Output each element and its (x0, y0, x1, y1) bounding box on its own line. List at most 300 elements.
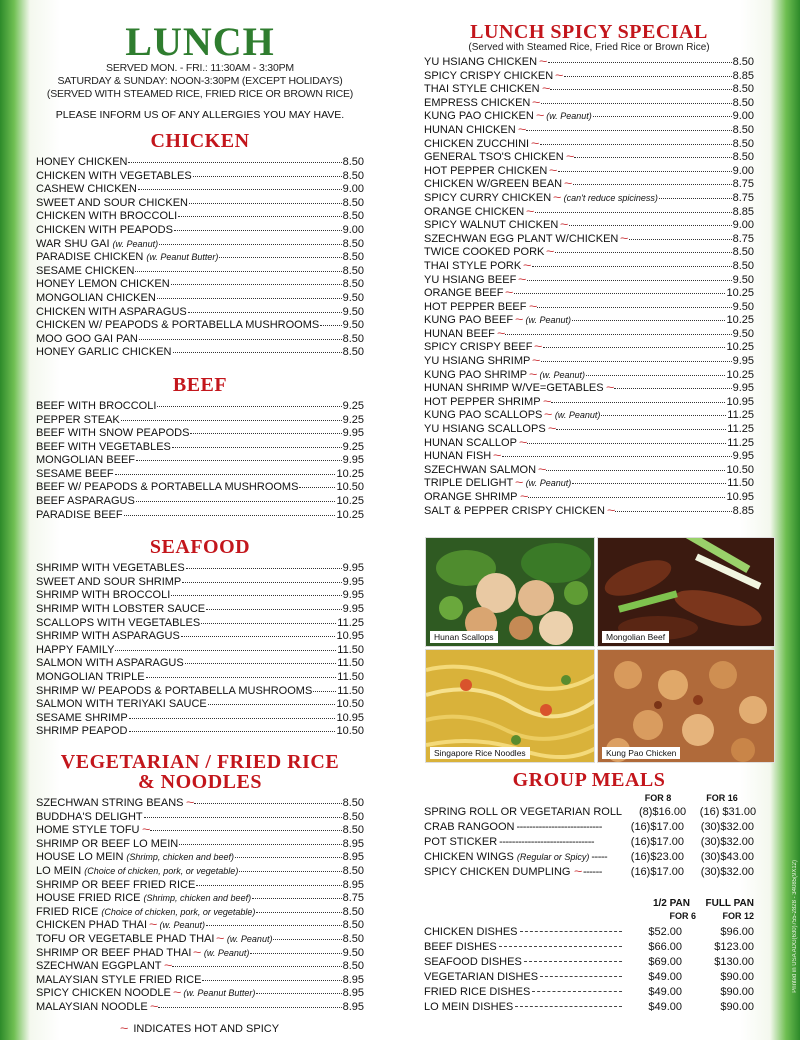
item-name: MOO GOO GAI PAN (36, 332, 138, 345)
served-line-weekend: SATURDAY & SUNDAY: NOON-3:30PM (EXCEPT HOLIDAYS) (57, 75, 343, 87)
photo-caption: Mongolian Beef (602, 631, 669, 643)
hot-pepper-icon: ~ (534, 341, 543, 354)
item-name: YU HSIANG SCALLOPS (424, 423, 546, 436)
item-note: (Shrimp, chicken and beef) (143, 893, 252, 904)
dot-leader (572, 476, 726, 484)
item-name: BEEF WITH SNOW PEAPODS (36, 427, 190, 440)
item-price: 8.50 (342, 196, 364, 209)
item-name: LO MEIN DISHES (424, 1001, 514, 1013)
item-name: CHICKEN PHAD THAI (36, 919, 148, 932)
menu-item-hunan-shrimp-w-ve-getables (424, 381, 754, 395)
item-name: MALAYSIAN STYLE FRIED RICE (36, 973, 202, 986)
price-for-16: (30)$43.00 (700, 851, 754, 863)
dot-leader (239, 864, 341, 872)
menu-item-orange-beef (424, 286, 754, 300)
item-note: (Regular or Spicy) (516, 852, 590, 862)
pan-item-seafood-dishes (424, 955, 754, 970)
item-price: 10.25 (336, 467, 364, 480)
menu-item-empress-chicken (424, 96, 754, 110)
price-for-16: (30)$32.00 (700, 836, 754, 848)
hot-pepper-icon: ~ (573, 866, 582, 878)
menu-item-hot-pepper-beef (424, 300, 754, 314)
menu-item-mongolian-triple (36, 670, 364, 684)
section-title: BEEF (172, 373, 228, 396)
right-column (424, 0, 754, 517)
item-name: SHRIMP WITH BROCCOLI (36, 589, 171, 602)
item-name: SESAME SHRIMP (36, 711, 128, 724)
dot-leader (540, 137, 732, 145)
item-note: (w. Peanut) (546, 111, 592, 122)
group-meals-list (424, 805, 757, 880)
pan-item-vegetarian-dishes (424, 970, 754, 985)
dot-leader (546, 463, 725, 471)
section-title: CHICKEN (150, 130, 250, 152)
item-price: 8.95 (342, 973, 364, 986)
dot-leader (115, 643, 336, 651)
served-hours (36, 62, 364, 101)
menu-item-lo-mein (36, 864, 364, 878)
item-price: 9.50 (732, 327, 754, 340)
dot-leader (614, 381, 732, 389)
dot-leader (505, 327, 731, 335)
item-note: (Choice of chicken, pork, or vegetable) (101, 906, 256, 917)
item-price: 10.95 (336, 711, 364, 724)
item-name: HOUSE FRIED RICE (36, 892, 141, 905)
pan-item-fried-rice-dishes (424, 985, 754, 1000)
hot-pepper-icon: ~ (606, 504, 616, 517)
menu-item-szechwan-eggplant (36, 959, 364, 973)
item-price: 9.95 (732, 355, 754, 368)
item-note: (w. Peanut Butter) (146, 252, 219, 263)
dot-leader (564, 69, 732, 77)
dot-leader (601, 408, 726, 416)
menu-item-chicken-with-vegetables (36, 169, 364, 183)
menu-item-general-tso-s-chicken (424, 150, 754, 164)
item-name: SALMON WITH ASPARAGUS (36, 657, 184, 670)
hot-pepper-icon: ~ (496, 327, 506, 340)
menu-item-spicy-walnut-chicken (424, 218, 754, 232)
item-name: THAI STYLE PORK (424, 259, 522, 272)
item-price: 9.00 (342, 223, 364, 236)
spicy-special-subtitle: (Served with Steamed Rice, Fried Rice or Brown Rice) (468, 42, 710, 53)
menu-item-sweet-and-sour-shrimp (36, 575, 364, 589)
section-title: VEGETARIAN / FRIED RICE (60, 750, 340, 773)
group-meals-header (424, 793, 754, 805)
item-name: PEPPER STEAK (36, 413, 120, 426)
item-price: 9.50 (342, 319, 364, 332)
hot-pepper-icon: ~ (193, 946, 202, 959)
hot-pepper-icon: ~ (523, 259, 532, 272)
item-name: CHICKEN W/ PEAPODS & PORTABELLA MUSHROOMS (36, 319, 320, 332)
price-for-8: (16)$17.00 (630, 821, 684, 833)
dash-leader (520, 924, 622, 932)
dot-leader (541, 96, 732, 104)
price-half-pan: $69.00 (648, 956, 682, 968)
group-meals-section (424, 769, 757, 1015)
item-name: HUNAN SHRIMP W/VE=GETABLES (424, 382, 604, 395)
item-price: 11.50 (727, 477, 754, 490)
item-price: 10.25 (726, 287, 754, 300)
group-item-spring-roll-or-vegetarian-roll (424, 805, 757, 820)
left-column (36, 0, 364, 1035)
item-name: SHRIMP OR BEEF FRIED RICE (36, 878, 196, 891)
menu-item-shrimp-with-broccoli (36, 588, 364, 602)
item-price: 8.50 (342, 810, 364, 823)
item-name: HOT PEPPER SHRIMP (424, 395, 541, 408)
item-name: ORANGE SHRIMP (424, 491, 518, 503)
dot-leader (573, 177, 732, 185)
item-name: CHICKEN WINGS (424, 851, 514, 863)
dot-leader (535, 205, 732, 213)
item-name: SCALLOPS WITH VEGETABLES (36, 616, 201, 629)
price-half-pan: $49.00 (648, 986, 682, 998)
dot-leader (569, 218, 732, 226)
dot-leader (172, 440, 342, 448)
item-price: 10.25 (336, 508, 364, 521)
item-price: 8.95 (342, 851, 364, 864)
group-item-pot-sticker (424, 835, 754, 850)
item-price: 8.50 (342, 864, 364, 877)
hot-pepper-icon: ~ (515, 477, 524, 490)
item-name: SZECHWAN EGG PLANT W/CHICKEN (424, 232, 619, 245)
pan-item-chicken-dishes (424, 925, 754, 940)
menu-item-chicken-w-peapods-portabella-mushrooms (36, 318, 364, 332)
menu-item-sesame-shrimp (36, 711, 364, 725)
price-half-pan: $66.00 (648, 941, 682, 953)
item-name: HONEY LEMON CHICKEN (36, 278, 170, 291)
item-name: KUNG PAO CHICKEN (424, 110, 534, 123)
item-name: CHICKEN WITH ASPARAGUS (36, 305, 187, 318)
hot-pepper-icon: ~ (505, 287, 514, 300)
price-full-pan: $90.00 (720, 971, 754, 983)
dot-leader (541, 354, 732, 362)
item-price: 8.50 (732, 56, 754, 68)
hot-pepper-icon: ~ (538, 463, 547, 476)
item-price: 8.75 (342, 892, 364, 905)
dot-leader (527, 273, 732, 281)
menu-item-szechwan-egg-plant-w-chicken (424, 232, 754, 246)
item-name: SHRIMP OR BEEF LO MEIN (36, 837, 179, 850)
item-name: HOT PEPPER BEEF (424, 300, 527, 313)
dot-leader (206, 602, 341, 610)
item-price: 9.95 (732, 450, 754, 463)
menu-item-thai-style-pork (424, 259, 754, 273)
dot-leader (182, 575, 341, 583)
item-price: 11.50 (337, 684, 364, 697)
price-half-pan: $49.00 (648, 1001, 682, 1013)
price-half-pan: $52.00 (648, 926, 682, 938)
menu-item-honey-lemon-chicken (36, 277, 364, 291)
dot-leader (548, 55, 732, 63)
item-note: (w. Peanut Butter) (183, 988, 256, 999)
menu-item-mongolian-beef (36, 453, 364, 467)
menu-item-spicy-chicken-noodle (36, 986, 364, 1000)
item-note: (can't reduce spiciness) (563, 192, 658, 203)
hot-pepper-icon: ~ (555, 69, 564, 82)
price-for-8: (16)$17.00 (630, 836, 684, 848)
hot-pepper-icon: ~ (518, 273, 527, 286)
dot-leader (219, 250, 341, 258)
hot-pepper-icon: ~ (526, 205, 535, 218)
item-name: FRIED RICE DISHES (424, 986, 531, 998)
item-price: 8.50 (342, 960, 364, 973)
menu-item-chicken-phad-thai (36, 918, 364, 932)
item-price: 8.75 (732, 232, 754, 245)
menu-item-beef-w-peapods-portabella-mushrooms (36, 480, 364, 494)
item-price: 8.95 (342, 878, 364, 891)
menu-item-house-fried-rice (36, 891, 364, 905)
item-price: 8.50 (732, 246, 754, 259)
item-name: SESAME BEEF (36, 467, 114, 480)
item-name: PARADISE BEEF (36, 508, 123, 521)
dot-leader (188, 305, 342, 313)
item-note: (w. Peanut) (539, 369, 586, 380)
item-name: SPICY CHICKEN DUMPLING (424, 866, 571, 878)
menu-item-cashew-chicken (36, 182, 364, 196)
item-price: 9.00 (732, 219, 754, 232)
dot-leader (171, 277, 342, 285)
menu-item-shrimp-w-peapods-portabella-mushrooms (36, 684, 364, 698)
item-price: 9.25 (342, 413, 364, 426)
menu-item-hot-pepper-shrimp (424, 395, 754, 409)
dot-leader (173, 345, 342, 353)
hot-pepper-icon: ~ (216, 932, 225, 945)
menu-item-shrimp-or-beef-phad-thai (36, 946, 364, 960)
item-price: 8.50 (342, 237, 364, 250)
dot-leader (196, 878, 341, 886)
menu-item-beef-with-snow-peapods (36, 426, 364, 440)
dash-leader (515, 999, 622, 1007)
group-item-spicy-chicken-dumpling (424, 865, 754, 880)
item-name: SPRING ROLL OR VEGETARIAN ROLL (424, 806, 623, 818)
item-name: HUNAN SCALLOP (424, 436, 517, 449)
price-for-8: (16)$17.00 (630, 866, 684, 878)
menu-item-yu-hsiang-beef (424, 273, 754, 287)
item-price: 8.50 (342, 905, 364, 918)
dot-leader (299, 480, 335, 488)
item-name: GENERAL TSO'S CHICKEN (424, 151, 564, 164)
menu-item-szechwan-string-beans (36, 796, 364, 810)
item-price: 8.50 (732, 96, 754, 109)
menu-item-hunan-scallop (424, 436, 754, 450)
item-name: YU HSIANG CHICKEN (424, 56, 538, 68)
dot-leader (659, 191, 732, 199)
hot-pepper-icon: ~ (141, 824, 150, 837)
item-price: 8.85 (732, 69, 754, 82)
dash-leader: ----- (591, 851, 608, 863)
dot-leader (543, 340, 726, 348)
left-menu-sections (36, 131, 364, 1013)
hot-pepper-icon: ~ (547, 423, 557, 436)
dot-leader (121, 413, 342, 421)
dot-leader (252, 891, 342, 899)
dot-leader (135, 264, 341, 272)
dot-leader (558, 164, 732, 172)
dot-leader (146, 670, 337, 678)
dot-leader (256, 986, 341, 994)
item-name: MONGOLIAN TRIPLE (36, 671, 145, 683)
dot-leader (502, 449, 732, 457)
item-price: 9.50 (732, 300, 754, 313)
item-name: FRIED RICE (36, 905, 99, 918)
item-note: (w. Peanut) (203, 947, 250, 958)
item-name: CHICKEN DISHES (424, 926, 518, 938)
item-price: 9.50 (342, 946, 364, 959)
menu-item-tofu-or-vegetable-phad-thai (36, 932, 364, 946)
dot-leader (201, 616, 336, 624)
dot-leader (174, 223, 342, 231)
photo-singapore-rice-noodles (425, 649, 595, 763)
dot-leader (124, 508, 336, 516)
item-name: SHRIMP WITH LOBSTER SAUCE (36, 603, 206, 616)
dot-leader (550, 82, 732, 90)
dot-leader (593, 109, 732, 117)
item-price: 10.25 (726, 368, 754, 381)
served-line-weekday: SERVED MON. - FRI.: 11:30AM - 3:30PM (106, 62, 294, 74)
pan-list (424, 925, 754, 1015)
menu-item-moo-goo-gai-pan (36, 332, 364, 346)
dot-leader (586, 368, 725, 376)
photo-caption: Singapore Rice Noodles (430, 747, 530, 759)
item-price: 8.50 (342, 796, 364, 809)
dot-leader (615, 504, 731, 512)
dash-leader (524, 954, 622, 962)
item-name: PARADISE CHICKEN (36, 251, 144, 264)
menu-item-shrimp-or-beef-lo-mein (36, 837, 364, 851)
menu-item-yu-hsiang-chicken (424, 55, 754, 69)
hot-pepper-icon: ~ (163, 960, 172, 973)
item-name: YU HSIANG BEEF (424, 273, 517, 286)
item-price: 8.50 (342, 251, 364, 264)
hot-pepper-icon: ~ (549, 164, 558, 177)
dot-leader (208, 697, 336, 705)
price-for-8: (16)$23.00 (630, 851, 684, 863)
item-price: 8.75 (732, 191, 754, 204)
menu-item-kung-pao-beef (424, 313, 754, 327)
hot-pepper-icon: ~ (517, 123, 527, 136)
menu-item-shrimp-with-asparagus (36, 629, 364, 643)
item-name: SALT & PEPPER CRISPY CHICKEN (424, 504, 605, 517)
item-name: THAI STYLE CHICKEN (424, 83, 540, 96)
price-for-16: (30)$32.00 (700, 821, 754, 833)
pan-header (424, 898, 754, 911)
menu-item-spicy-curry-chicken (424, 191, 754, 205)
item-price: 8.50 (342, 919, 364, 932)
item-name: HONEY GARLIC CHICKEN (36, 346, 172, 359)
item-price: 8.50 (342, 264, 364, 277)
dash-leader (499, 939, 622, 947)
pan-item-lo-mein-dishes (424, 1000, 754, 1015)
item-price: 9.95 (342, 603, 364, 616)
item-name: HOME STYLE TOFU (36, 824, 140, 837)
dot-leader (139, 332, 342, 340)
price-for-16: (16) $31.00 (699, 806, 757, 818)
item-name: SZECHWAN STRING BEANS (36, 796, 184, 809)
item-price: 8.50 (732, 259, 754, 272)
item-name: BEEF DISHES (424, 941, 497, 953)
menu-item-sweet-and-sour-chicken (36, 196, 364, 210)
item-note: (w. Peanut) (525, 478, 572, 489)
item-price: 9.25 (342, 440, 364, 453)
dot-leader (136, 453, 342, 461)
hot-pepper-icon: ~ (553, 191, 562, 204)
item-price: 9.95 (342, 427, 364, 440)
dot-leader (129, 711, 336, 719)
dot-leader (172, 959, 342, 967)
section-title: SEAFOOD (149, 536, 251, 559)
item-price: 9.50 (342, 305, 364, 318)
item-price: 11.50 (337, 643, 364, 656)
lunch-title: LUNCH (125, 19, 275, 64)
item-price: 9.95 (732, 382, 754, 395)
item-price: 8.50 (342, 346, 364, 359)
dot-leader (185, 656, 337, 664)
item-price: 8.50 (342, 332, 364, 345)
item-name: BEEF W/ PEAPODS & PORTABELLA MUSHROOMS (36, 481, 299, 494)
dot-leader (320, 318, 341, 326)
menu-item-shrimp-with-vegetables (36, 561, 364, 575)
item-price: 8.75 (732, 178, 754, 191)
dot-leader (528, 490, 726, 498)
dot-leader (186, 561, 342, 569)
item-name: SPICY WALNUT CHICKEN (424, 219, 559, 232)
item-name: CRAB RANGOON (424, 821, 515, 833)
hot-pepper-icon: ~ (532, 355, 541, 368)
item-price: 9.00 (732, 164, 754, 177)
dot-leader (273, 932, 341, 940)
hot-pepper-icon: ~ (565, 151, 575, 164)
item-name: SPICY CRISPY CHICKEN (424, 69, 554, 82)
item-price: 10.95 (726, 491, 754, 503)
hot-pepper-icon: ~ (535, 110, 545, 123)
menu-item-spicy-crispy-chicken (424, 69, 754, 83)
hot-pepper-icon: ~ (185, 796, 194, 809)
item-price: 11.25 (337, 616, 364, 629)
menu-item-home-style-tofu (36, 823, 364, 837)
dash-leader (532, 984, 622, 992)
dot-leader (250, 946, 341, 954)
item-price: 8.95 (342, 837, 364, 850)
item-price: 10.25 (336, 495, 364, 508)
item-name: BEEF WITH BROCCOLI (36, 399, 157, 412)
item-price: 10.95 (336, 630, 364, 643)
item-name: HUNAN BEEF (424, 327, 495, 340)
dot-leader (136, 494, 336, 502)
spicy-special-list (424, 55, 754, 517)
item-price: 8.50 (342, 210, 364, 223)
item-price: 8.50 (732, 83, 754, 96)
item-name: SHRIMP W/ PEAPODS & PORTABELLA MUSHROOMS (36, 684, 313, 697)
item-name: SZECHWAN EGGPLANT (36, 960, 162, 973)
dash-leader: ------ (582, 866, 602, 878)
item-price: 8.50 (342, 932, 364, 945)
item-name: SHRIMP WITH ASPARAGUS (36, 630, 180, 643)
hot-pepper-icon: ~ (541, 83, 550, 96)
item-name: CHICKEN W/GREEN BEAN (424, 178, 563, 191)
food-photos (425, 537, 775, 763)
item-price: 8.50 (342, 824, 364, 837)
pan-subheader (424, 911, 754, 925)
menu-item-shrimp-or-beef-fried-rice (36, 878, 364, 892)
menu-item-hot-pepper-chicken (424, 164, 754, 178)
dot-leader (190, 426, 341, 434)
dot-leader (138, 182, 342, 190)
item-name: SALMON WITH TERIYAKI SAUCE (36, 698, 207, 711)
item-price: 10.25 (726, 314, 754, 327)
section-beef (36, 375, 364, 521)
hot-pepper-icon: ~ (605, 382, 615, 395)
item-name: EMPRESS CHICKEN (424, 96, 531, 109)
